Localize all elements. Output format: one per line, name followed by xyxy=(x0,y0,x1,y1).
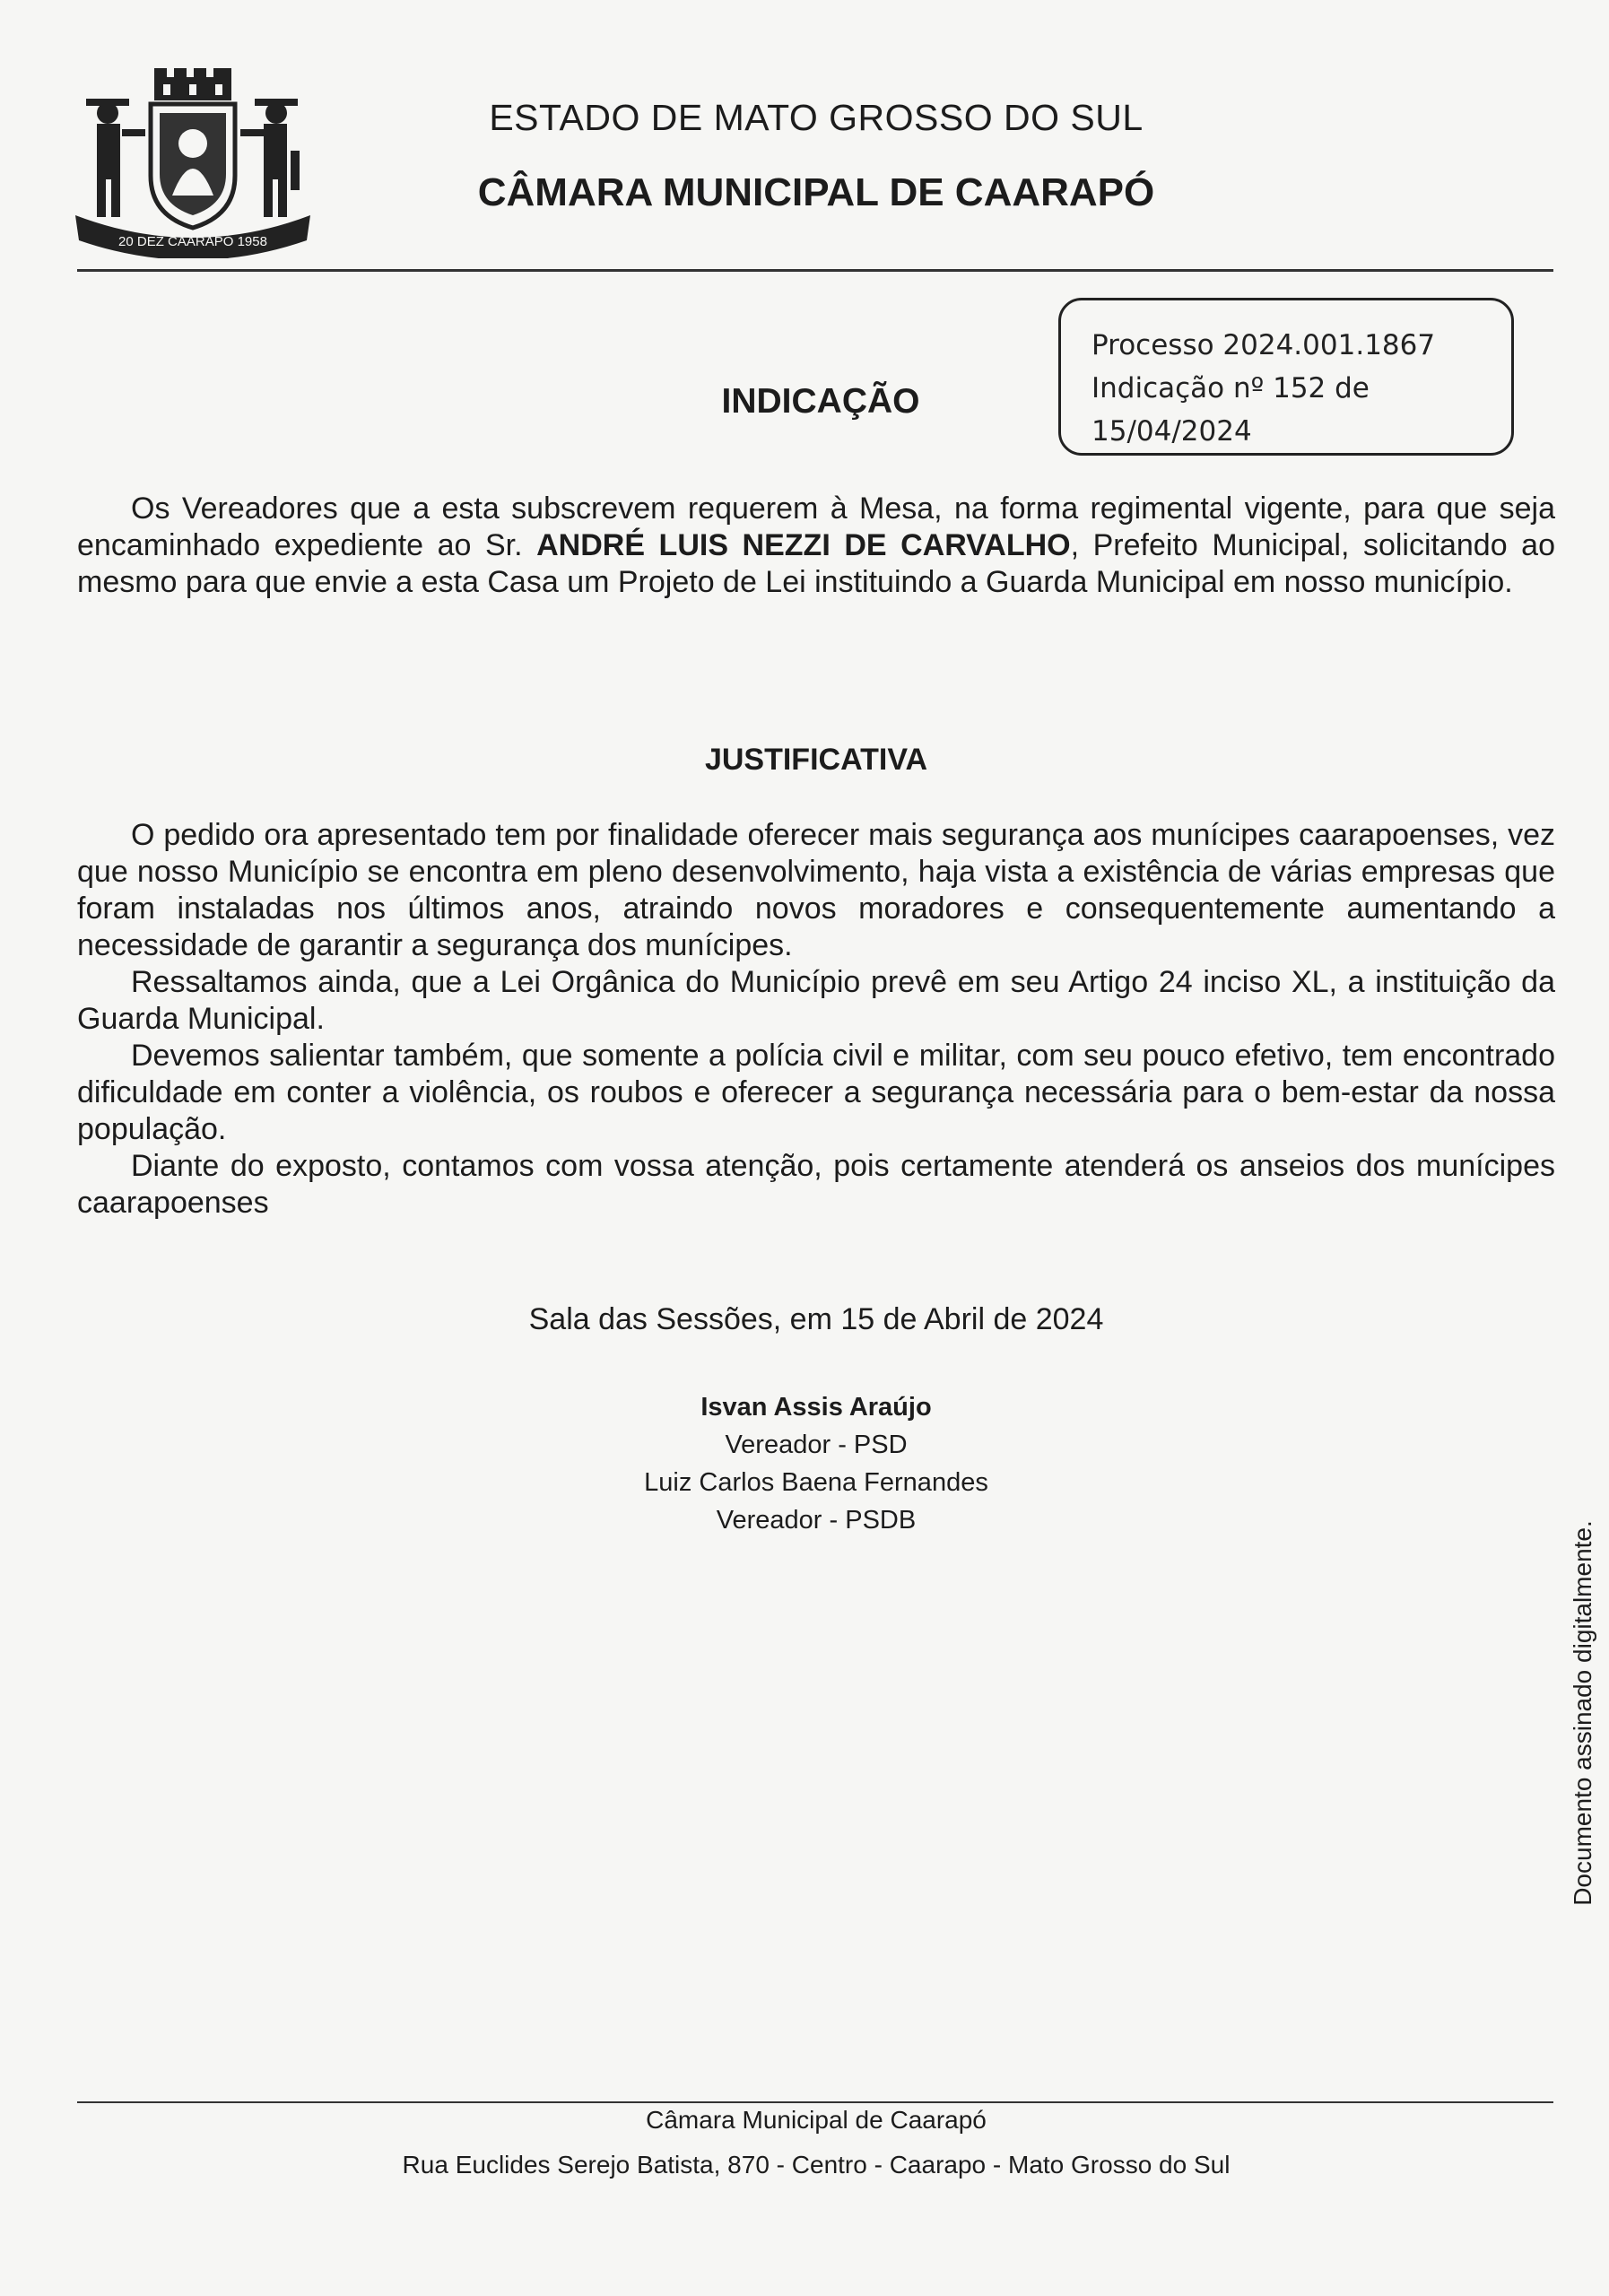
header-divider xyxy=(77,269,1553,272)
stamp-indication-number: Indicação nº 152 de xyxy=(1092,372,1370,404)
signer-role-2: Vereador - PSDB xyxy=(716,1506,917,1535)
footer-divider xyxy=(77,2101,1553,2103)
justification-paragraph: Devemos salientar também, que somente a polícia civil e militar, com seu pouco efetivo, tem encontrado dificuldade em conter a violência, os roubos e oferecer a segurança necessária para o bem-estar da nossa população. xyxy=(77,1039,1555,1146)
digital-signature-text: Documento assinado digitalmente. xyxy=(1569,1520,1596,1906)
intro-paragraph xyxy=(77,491,1555,601)
signers-block xyxy=(448,1388,1184,1539)
header-chamber-name: CÂMARA MUNICIPAL DE CAARAPÓ xyxy=(477,170,1155,214)
justification-paragraph: O pedido ora apresentado tem por finalidade oferecer mais segurança aos munícipes caarapoenses, vez que nosso Município se encontra em pleno desenvolvimento, haja vista a existência de várias empresas que foram instaladas nos últimos anos, atraindo novos moradores e consequentemente aumentando a necessidade de garantir a segurança dos munícipes. xyxy=(77,818,1555,962)
signer-name-2: Luiz Carlos Baena Fernandes xyxy=(644,1468,988,1497)
crest-ribbon-text: 20 DEZ CAARAPÓ 1958 xyxy=(118,234,267,249)
signer-role-1: Vereador - PSD xyxy=(725,1431,908,1459)
justification-body xyxy=(77,817,1555,1222)
intro-text-after: , Prefeito Municipal, solicitando ao mesmo para que envie a esta Casa um Projeto de Lei instituindo a Guarda Municipal em nosso município. xyxy=(77,528,1555,599)
footer-institution: Câmara Municipal de Caarapó xyxy=(646,2106,987,2134)
footer-address: Rua Euclides Serejo Batista, 870 - Centro - Caarapo - Mato Grosso do Sul xyxy=(402,2151,1231,2179)
justification-paragraph: Ressaltamos ainda, que a Lei Orgânica do Município prevê em seu Artigo 24 inciso XL, a instituição da Guarda Municipal. xyxy=(77,965,1555,1036)
document-title: INDICAÇÃO xyxy=(721,382,920,421)
justification-title: JUSTIFICATIVA xyxy=(704,743,928,777)
justification-paragraph: Diante do exposto, contamos com vossa atenção, pois certamente atenderá os anseios dos munícipes caarapoenses xyxy=(77,1149,1555,1220)
signer-name-1: Isvan Assis Araújo xyxy=(700,1393,932,1422)
stamp-process-number: Processo 2024.001.1867 xyxy=(1092,329,1436,361)
stamp-date: 15/04/2024 xyxy=(1092,415,1252,448)
protocol-stamp xyxy=(1058,298,1514,456)
digital-signature-note xyxy=(1565,1507,1601,1919)
mayor-name: ANDRÉ LUIS NEZZI DE CARVALHO xyxy=(536,528,1071,562)
intro-text-before: Os Vereadores que a esta subscrevem requerem à Mesa, na forma regimental vigente, para que seja encaminhado expediente ao Sr. xyxy=(77,491,1555,562)
closing-place-date: Sala das Sessões, em 15 de Abril de 2024 xyxy=(528,1302,1104,1336)
municipal-crest-logo xyxy=(72,61,314,258)
header-state: ESTADO DE MATO GROSSO DO SUL xyxy=(489,97,1144,138)
